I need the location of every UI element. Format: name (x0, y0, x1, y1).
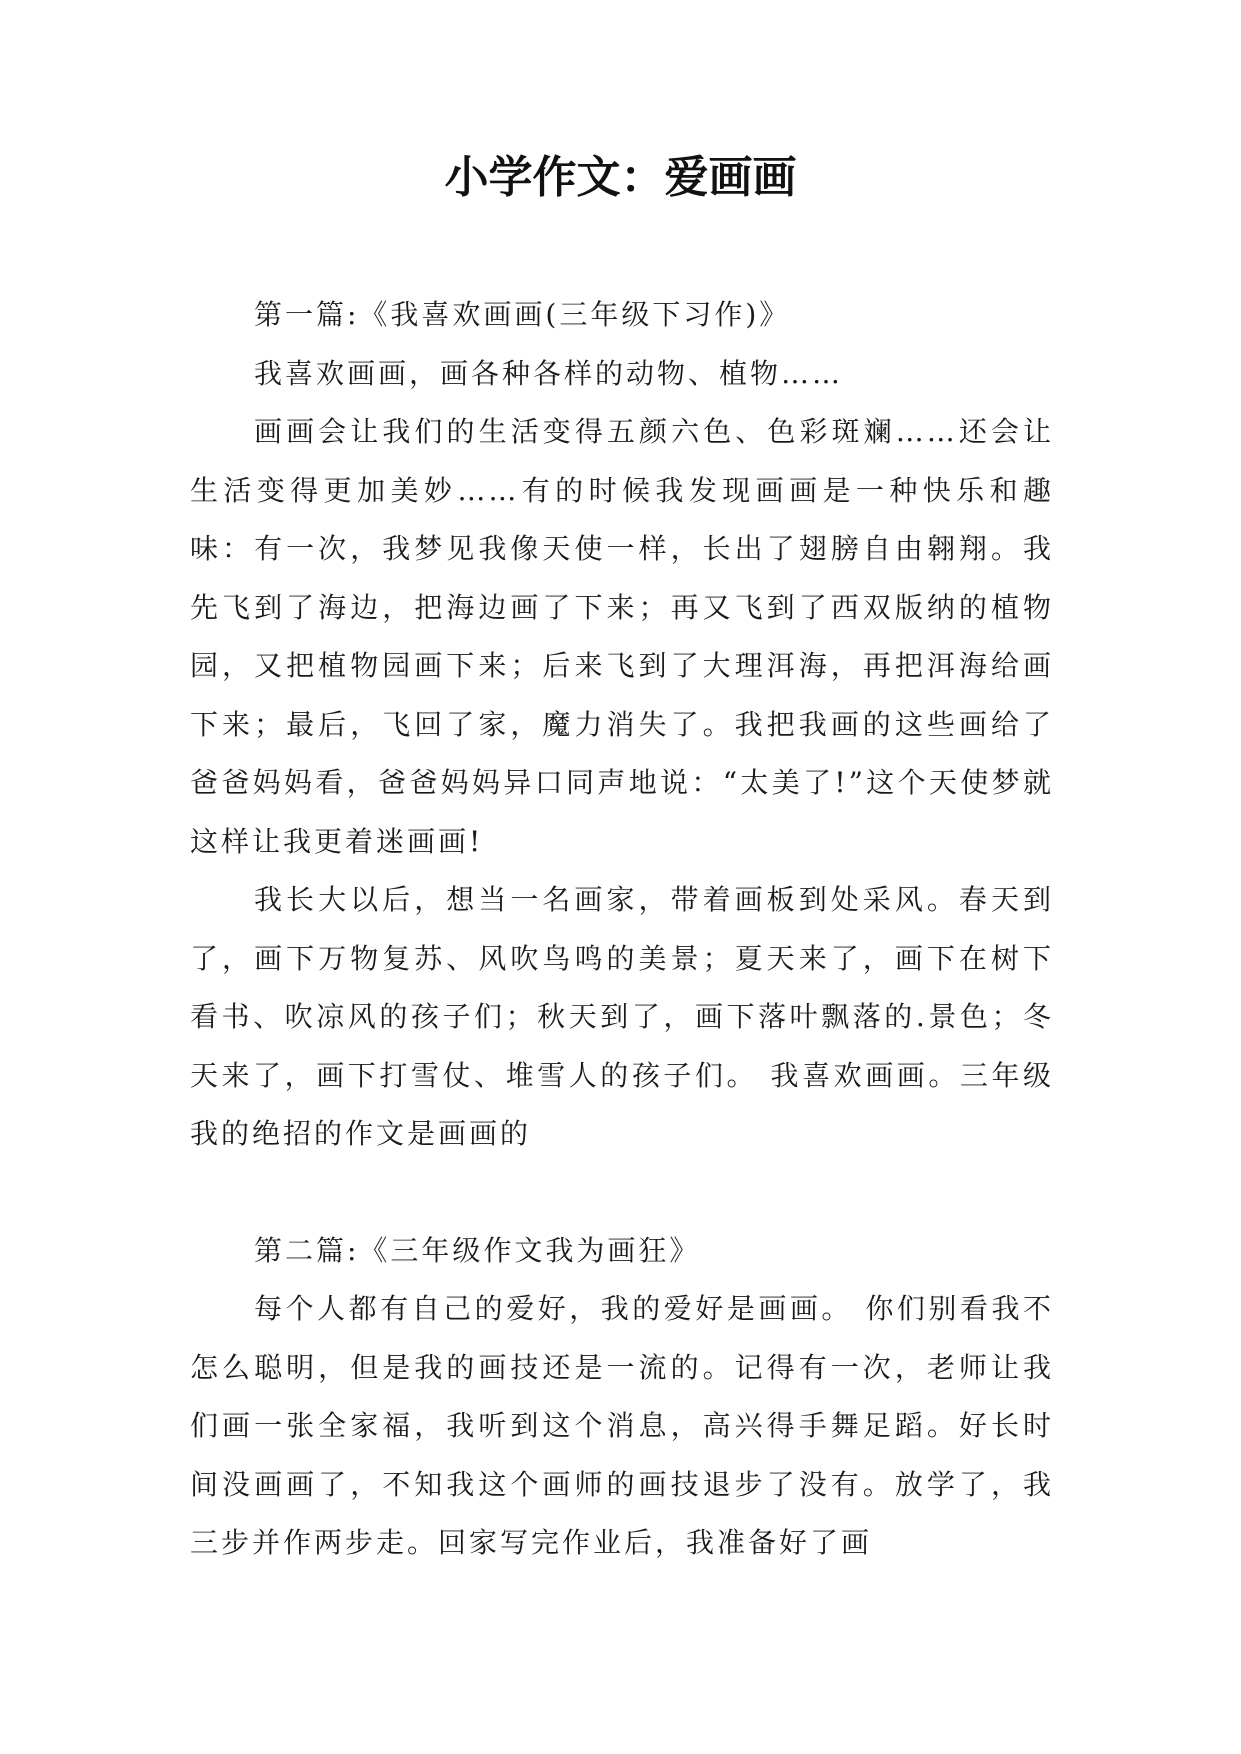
section1-paragraph-1: 我喜欢画画，画各种各样的动物、植物…… (254, 356, 844, 390)
document-title: 小学作文：爱画画 (444, 152, 797, 203)
section1-heading: 第一篇:《我喜欢画画(三年级下习作)》 (254, 298, 791, 331)
section-gap (190, 1164, 1054, 1222)
document-body (190, 286, 1054, 1573)
section1-paragraph-2: 画画会让我们的生活变得五颜六色、色彩斑斓……还会让生活变得更加美妙……有的时候我发现画画是一种快乐和趣味：有一次，我梦见我像天使一样，长出了翅膀自由翱翔。我先飞到了海边，把海边画了下来；再又飞到了西双版纳的植物园，又把植物园画下来；后来飞到了大理洱海，再把洱海给画下来；最后，飞回了家，魔力消失了。我把我画的这些画给了爸爸妈妈看，爸爸妈妈异口同声地说：“太美了!”这个天使梦就这样让我更着迷画画! (190, 415, 1054, 858)
section2-paragraph-1: 每个人都有自己的爱好，我的爱好是画画。 你们别看我不怎么聪明，但是我的画技还是一流的。记得有一次，老师让我们画一张全家福，我听到这个消息，高兴得手舞足蹈。好长时间没画画了，不知我这个画师的画技退步了没有。放学了，我三步并作两步走。回家写完作业后，我准备好了画 (190, 1292, 1054, 1559)
section1-paragraph-3: 我长大以后，想当一名画家，带着画板到处采风。春天到了，画下万物复苏、风吹鸟鸣的美景；夏天来了，画下在树下看书、吹凉风的孩子们；秋天到了，画下落叶飘落的.景色；冬天来了，画下打雪仗、堆雪人的孩子们。 我喜欢画画。三年级我的绝招的作文是画画的 (190, 883, 1054, 1150)
section2-heading: 第二篇:《三年级作文我为画狂》 (254, 1233, 701, 1267)
